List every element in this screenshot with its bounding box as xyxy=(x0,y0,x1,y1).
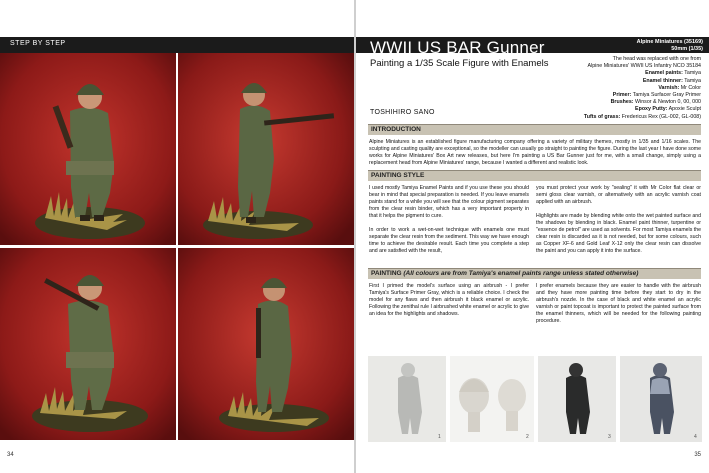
section-heading-painting-style: PAINTING STYLE xyxy=(368,170,701,181)
spec-line: Enamel thinner: Tamiya xyxy=(642,77,701,84)
section-heading-introduction: INTRODUCTION xyxy=(368,124,701,135)
right-page xyxy=(356,0,709,473)
step-photo-strip xyxy=(368,356,702,442)
product-info xyxy=(637,39,703,53)
spec-line: Varnish: Mr Color xyxy=(658,84,701,91)
spec-line: The head was replaced with one from xyxy=(612,56,701,62)
step-number: 3 xyxy=(608,434,611,440)
photo-figure-right-side xyxy=(178,248,354,440)
author-name: TOSHIHIRO SANO xyxy=(370,109,435,116)
step-photo-black-basecoat xyxy=(538,356,616,442)
painting-heading-label: PAINTING xyxy=(371,270,402,277)
article-subtitle: Painting a 1/35 Scale Figure with Enamels xyxy=(370,58,549,69)
section-heading-painting xyxy=(368,268,701,279)
product-line-2: 50mm (1/35) xyxy=(671,46,703,52)
step-number: 2 xyxy=(526,434,529,440)
left-page xyxy=(0,0,354,473)
spec-line: Brushes: Winsor & Newton 0, 00, 000 xyxy=(610,99,701,106)
materials-list xyxy=(584,56,701,121)
product-line-1: Alpine Miniatures (35169) xyxy=(636,39,703,45)
step-number: 1 xyxy=(438,434,441,440)
spec-line: Enamel paints: Tamiya xyxy=(645,70,701,77)
article-title: WWII US BAR Gunner xyxy=(370,38,545,57)
page-number-left: 34 xyxy=(7,452,14,458)
painting-column-1: First I primed the model's surface using an airbrush - I prefer Tamiya's Surface Primer Gray, which is a reliable choice. I check the model for any flaws and then airbrush it black enamel or acrylic. Following the zenithal rule I airbrushed white enamel or acrylic to give an idea for the highlights and shadows. xyxy=(369,283,529,317)
step-photo-heads xyxy=(450,356,534,442)
painting-style-column-1: I used mostly Tamiya Enamel Paints and if you use these you should bear in mind that special preparation is needed. If you leave enamels paints stand for a while you will see that the colour pigment separates from the clear resin binder, which has a very important property in that it helps the pigment to cure. In order to work a wet-on-wet technique with enamels one must separate the clear resin from the sediment. This way we have enough time to achieve the desirable result. Each time you complete a step and are satisfied with the result, xyxy=(369,185,529,254)
painting-column-2: I prefer enamels because they are easier to handle with the airbrush and they have more painting time before they start to dry in the airbrush's nozzle. In the case of black and white enamel an acrylic varnish or paint topcoat is important to protect the painted surface from the enamel thinners, which will be needed for the following painting procedure. xyxy=(536,283,701,324)
photo-figure-front xyxy=(0,53,176,245)
page-number-right: 35 xyxy=(694,452,701,458)
spec-line: Alpine Miniatures' WWII US Infantry NCO 35184 xyxy=(587,63,701,70)
section-label: STEP BY STEP xyxy=(10,40,66,47)
photo-figure-side xyxy=(178,53,354,245)
step-number: 4 xyxy=(694,434,697,440)
painting-style-column-2: you must protect your work by "sealing" it with Mr Color flat clear or semi gloss clear varnish, or alternatively with an acrylic varnish coat applied with an airbrush. Highlights are made by blending white onto the wet painted surface and the shadows by blending in black. Enamel paint thinner, turpentine or "essence de petrol" are used as solvents. For most Tamiya enamels the clear resin is discarded as it is not needed, but for some colours, such as Copper XF-6 and Gold Leaf X-12 only the clear resin can dissolve the paint and you can apply it into the surface. xyxy=(536,185,701,254)
photo-figure-back xyxy=(0,248,176,440)
step-photo-zenithal xyxy=(620,356,702,442)
intro-paragraph: Alpine Miniatures is an established figure manufacturing company offering a variety of military themes, mostly in 1/35 and 1/16 scales. The sculpting and casting quality are exceptional, so the modeller can usually go straight to painting the figure. During the last year I have done some works for Alpine Miniatures' Box Art new releases, but here I'm painting a US Bar Gunner just for me, with a small change, simply using a replacement head from Alpine Miniatures' range, because I wanted a different and realistic look. xyxy=(369,139,701,166)
painting-heading-note: (All colours are from Tamiya's enamel paints range unless stated otherwise) xyxy=(403,270,639,277)
figure-photo-grid xyxy=(0,53,354,440)
spec-line: Primer: Tamiya Surfacer Gray Primer xyxy=(612,92,701,99)
spec-line: Tufts of grass: Fredericus Rex (GL-002, GL-008) xyxy=(583,113,701,120)
spec-line: Epoxy Putty: Apoxie Sculpt xyxy=(635,106,701,113)
step-photo-primer xyxy=(368,356,446,442)
